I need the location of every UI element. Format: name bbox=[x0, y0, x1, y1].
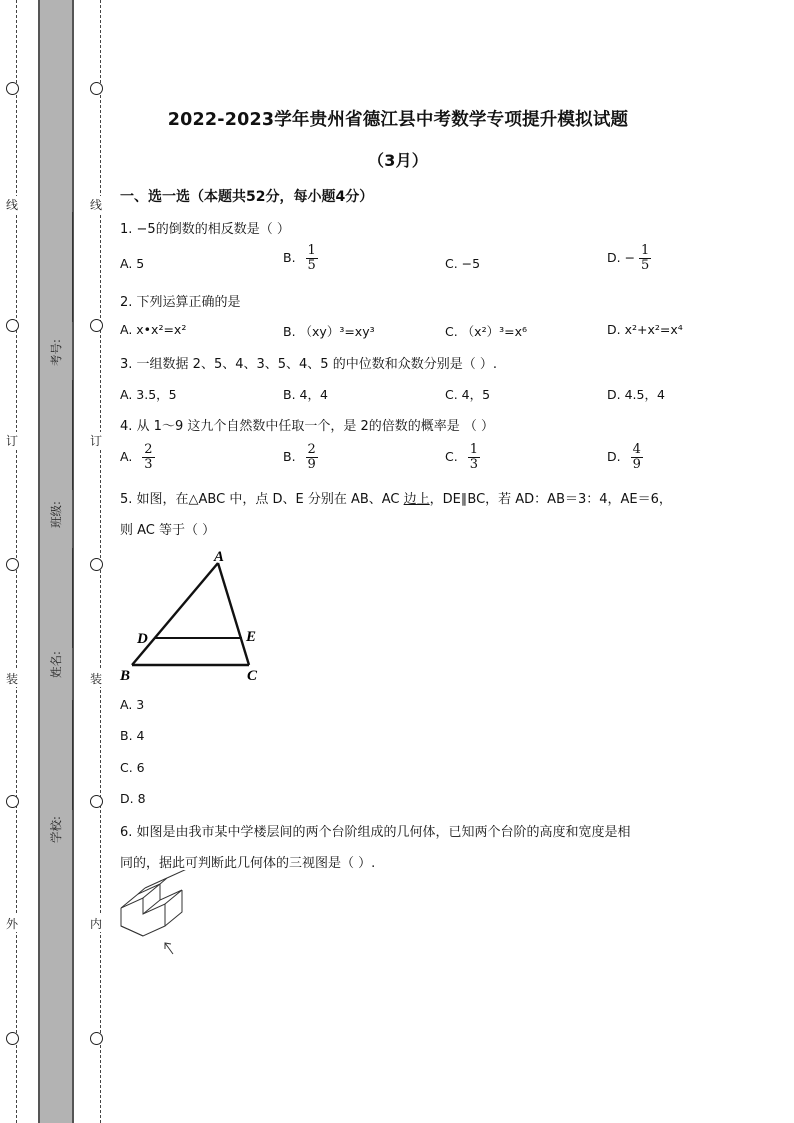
binding-strip bbox=[38, 0, 74, 1123]
binding-hole bbox=[90, 558, 103, 571]
inner-mark: 装 bbox=[90, 672, 103, 686]
q5-option-a: A. 3 bbox=[120, 697, 145, 712]
q4-option-d: D. $\frac{4}{9}$ bbox=[607, 442, 641, 472]
side-ab bbox=[132, 563, 218, 665]
q1-option-c: C. −5 bbox=[445, 256, 481, 271]
page-title: 2022-2023学年贵州省德江县中考数学专项提升模拟试题 bbox=[167, 110, 629, 130]
question-1-stem: 1. −5的倒数的相反数是（ ） bbox=[120, 222, 290, 237]
outer-mark: 装 bbox=[6, 672, 19, 686]
vertex-label-b: B bbox=[120, 668, 131, 684]
binding-hole bbox=[6, 1032, 19, 1045]
q5-option-d: D. 8 bbox=[120, 791, 146, 806]
vertex-label-c: C bbox=[247, 668, 258, 684]
name-label: 姓名: bbox=[49, 651, 63, 678]
outer-mark: 线 bbox=[6, 198, 19, 212]
outer-mark: 外 bbox=[6, 917, 19, 931]
exam-number-field[interactable] bbox=[72, 212, 73, 322]
binding-hole bbox=[90, 82, 103, 95]
school-label: 学校: bbox=[49, 816, 63, 843]
q4-option-b: B. $\frac{2}{9}$ bbox=[283, 442, 316, 472]
q4-option-c: C. $\frac{1}{3}$ bbox=[445, 442, 478, 472]
q2-option-c: C. （x²）³=x⁶ bbox=[445, 324, 527, 339]
vertex-label-a: A bbox=[214, 549, 225, 565]
class-field[interactable] bbox=[72, 380, 73, 490]
q3-option-d: D. 4.5，4 bbox=[607, 387, 665, 402]
q3-option-c: C. 4，5 bbox=[445, 387, 491, 402]
question-3-stem: 3. 一组数据 2、5、4、3、5、4、5 的中位数和众数分别是（ ）. bbox=[120, 357, 497, 372]
binding-hole bbox=[90, 1032, 103, 1045]
question-6-stem: 6. 如图是由我市某中学楼层间的两个台阶组成的几何体，已知两个台阶的高度和宽度是相 bbox=[120, 825, 631, 840]
binding-hole bbox=[90, 795, 103, 808]
q1-option-a: A. 5 bbox=[120, 256, 145, 271]
underlined-text: 边上 bbox=[403, 492, 430, 507]
exam-number-label: 考号: bbox=[49, 339, 63, 366]
outer-mark: 订 bbox=[6, 434, 19, 448]
inner-mark: 内 bbox=[90, 917, 103, 931]
q2-option-a: A. x•x²=x² bbox=[120, 322, 187, 337]
binding-margin bbox=[0, 0, 110, 1123]
page-subtitle: （3月） bbox=[368, 151, 428, 170]
question-6-stem-continued: 同的，据此可判断此几何体的三视图是（ ）. bbox=[120, 856, 376, 871]
inner-mark: 订 bbox=[90, 434, 103, 448]
q5-option-c: C. 6 bbox=[120, 760, 145, 775]
view-arrow bbox=[165, 943, 173, 954]
q2-option-d: D. x²+x²=x⁴ bbox=[607, 322, 683, 337]
vertex-label-d: D bbox=[137, 631, 148, 647]
binding-hole bbox=[6, 795, 19, 808]
school-field[interactable] bbox=[72, 700, 73, 810]
vertex-label-e: E bbox=[246, 629, 257, 645]
binding-hole bbox=[90, 319, 103, 332]
question-5-stem: 5. 如图，在△ABC 中，点 D、E 分别在 AB、AC 边上，DE∥BC，若 AD：AB＝3：4，AE＝6， bbox=[120, 492, 672, 507]
q1-option-d: D. − $\frac{1}{5}$ bbox=[607, 243, 650, 273]
q1-option-b: B. $\frac{1}{5}$ bbox=[283, 243, 316, 273]
stairs-solid-figure bbox=[115, 870, 200, 962]
q4-option-a: A. $\frac{2}{3}$ bbox=[120, 442, 153, 472]
question-4-stem: 4. 从 1～9 这九个自然数中任取一个，是 2的倍数的概率是 （ ） bbox=[120, 419, 495, 434]
triangle-figure bbox=[115, 545, 275, 685]
q3-option-b: B. 4，4 bbox=[283, 387, 328, 402]
binding-hole bbox=[6, 558, 19, 571]
q3-option-a: A. 3.5，5 bbox=[120, 387, 177, 402]
binding-hole bbox=[6, 82, 19, 95]
question-2-stem: 2. 下列运算正确的是 bbox=[120, 295, 241, 310]
inner-mark: 线 bbox=[90, 198, 103, 212]
name-field[interactable] bbox=[72, 548, 73, 648]
front-face bbox=[121, 898, 165, 936]
question-5-stem-continued: 则 AC 等于（ ） bbox=[120, 523, 216, 538]
section-heading: 一、选一选（本题共52分，每小题4分） bbox=[120, 189, 374, 205]
class-label: 班级: bbox=[49, 501, 63, 528]
q5-option-b: B. 4 bbox=[120, 728, 145, 743]
side-ac bbox=[218, 563, 249, 665]
q2-option-b: B. （xy）³=xy³ bbox=[283, 324, 375, 339]
binding-hole bbox=[6, 319, 19, 332]
